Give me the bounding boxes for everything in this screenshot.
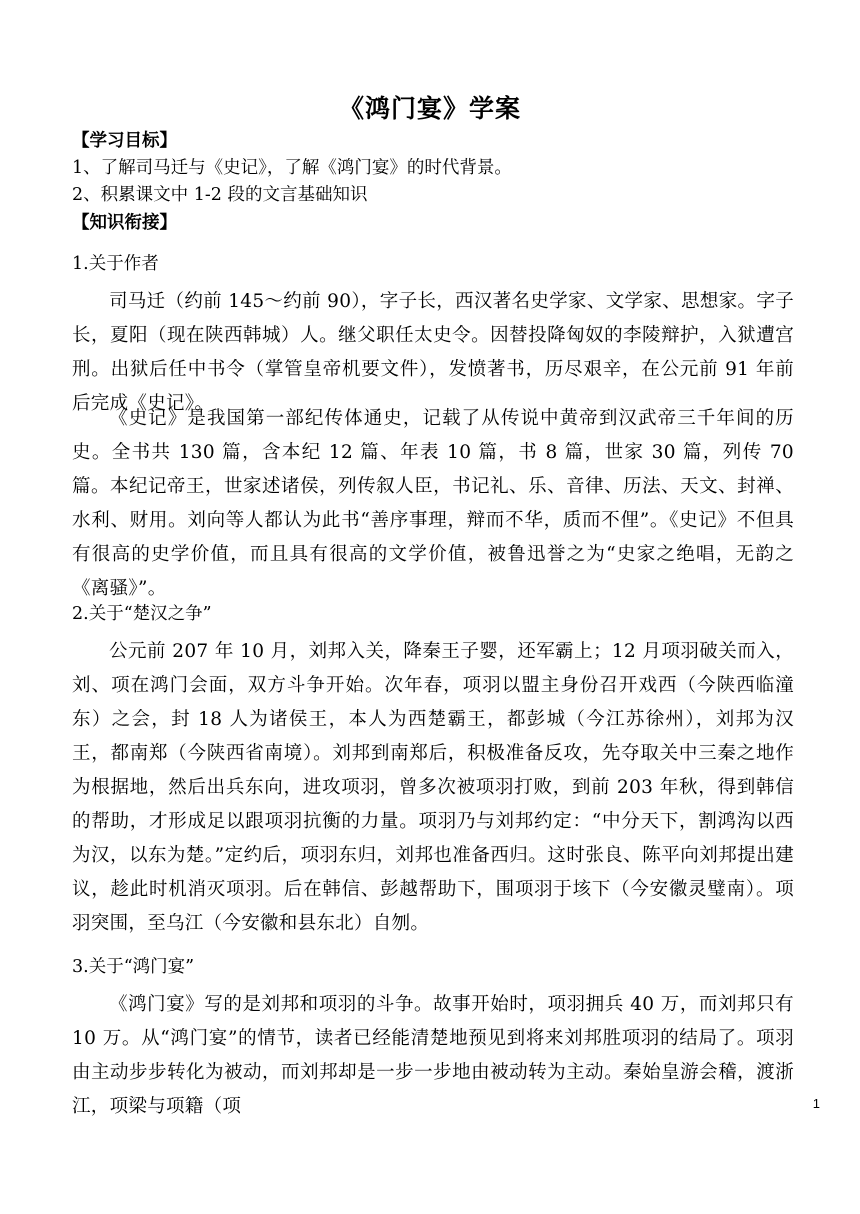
paragraph-author: 司马迁（约前 145～约前 90），字子长，西汉著名史学家、文学家、思想家。字子长，夏阳（现在陕西韩城）人。继父职任太史令。因替投降匈奴的李陵辩护，入狱遭宫刑。出狱后任中书令（掌管皇帝机要文件），发愤著书，历尽艰辛，在公元前 91 年前后完成《史记》。 (72, 291, 794, 414)
page-title: 《鸿门宴》学案 (338, 94, 521, 123)
section-heading-goals: 【学习目标】 (72, 131, 177, 151)
goal-item-2: 2、积累课文中 1-2 段的文言基础知识 (72, 185, 368, 205)
paragraph-chuhan: 公元前 207 年 10 月，刘邦入关，降秦王子婴，还军霸上；12 月项羽破关而入，刘、项在鸿门会面，双方斗争开始。次年春，项羽以盟主身份召开戏西（今陕西临潼东）之会，封 18 人为诸侯王，本人为西楚霸王，都彭城（今江苏徐州），刘邦为汉王，都南郑（今陕西省南境）。刘邦到南郑后，积极准备反攻，先夺取关中三秦之地作为根据地，然后出兵东向，进攻项羽，曾多次被项羽打败，到前 203 年秋，得到韩信的帮助，才形成足以跟项羽抗衡的力量。项羽乃与刘邦约定：“中分天下，割鸿沟以西为汉，以东为楚。”定约后，项羽东归，刘邦也准备西归。这时张良、陈平向刘邦提出建议，趁此时机消灭项羽。后在韩信、彭越帮助下，围项羽于垓下（今安徽灵璧南）。项羽突围，至乌江（今安徽和县东北）自刎。 (72, 641, 794, 934)
subheading-author: 1.关于作者 (72, 254, 159, 274)
paragraph-hongmen: 《鸿门宴》写的是刘邦和项羽的斗争。故事开始时，项羽拥兵 40 万，而刘邦只有 10 万。从“鸿门宴”的情节，读者已经能清楚地预见到将来刘邦胜项羽的结局了。项羽由主动步步转化为被动，而刘邦却是一步一步地由被动转为主动。秦始皇游会稽，渡浙江，项梁与项籍（项 (72, 994, 794, 1117)
subheading-hongmen: 3.关于“鸿门宴” (72, 957, 195, 977)
paragraph-shiji: 《史记》是我国第一部纪传体通史，记载了从传说中黄帝到汉武帝三千年间的历史。全书共 130 篇，含本纪 12 篇、年表 10 篇，书 8 篇，世家 30 篇，列传 70 篇。本纪记帝王，世家述诸侯，列传叙人臣，书记礼、乐、音律、历法、天文、封禅、水利、财用。刘向等人都认为此书“善序事理，辩而不华，质而不俚”。《史记》不但具有很高的史学价值，而且具有很高的文学价值，被鲁迅誉之为“史家之绝唱，无韵之《离骚》”。 (72, 408, 794, 599)
subheading-chuhan: 2.关于“楚汉之争” (72, 604, 212, 624)
goal-item-1: 1、了解司马迁与《史记》，了解《鸿门宴》的时代背景。 (72, 158, 512, 178)
section-heading-knowledge: 【知识衔接】 (72, 213, 177, 233)
page-number: 1 (812, 1096, 820, 1111)
